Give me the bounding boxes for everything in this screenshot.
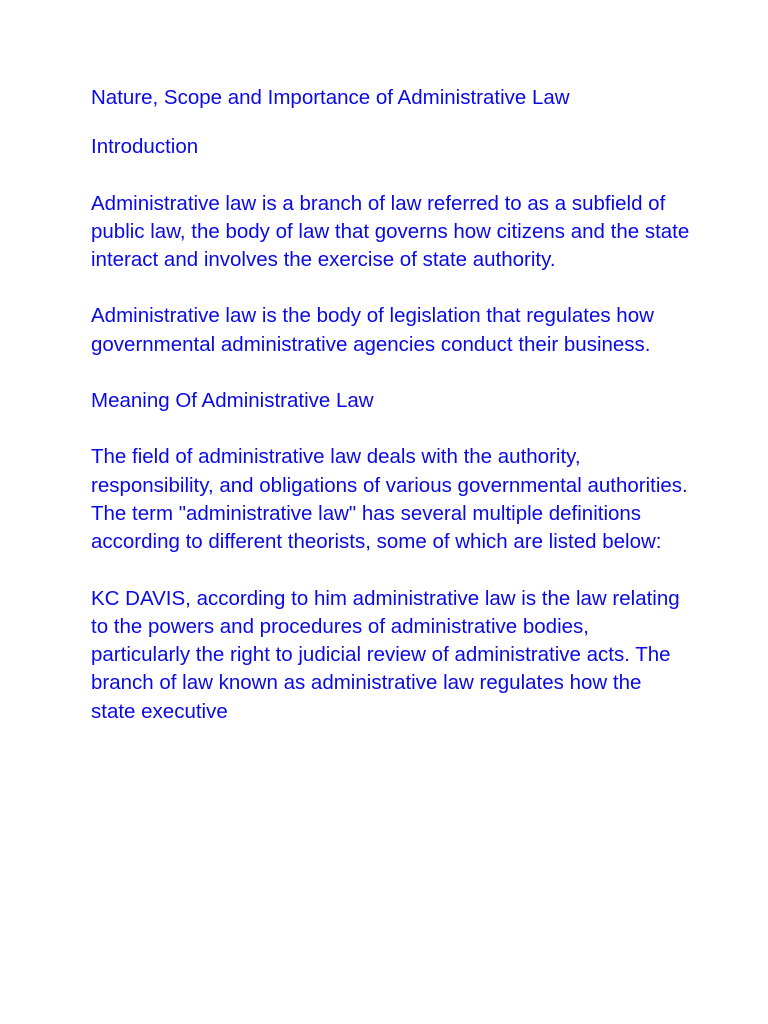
paragraph-3: The field of administrative law deals with the authority, responsibility, and obligations of various governmental authorities. The term "administrative law" has several multiple definitions according to different theorists, some of which are listed below: — [91, 445, 688, 554]
paragraph-2: Administrative law is the body of legislation that regulates how governmental administrative agencies conduct their business. — [91, 304, 654, 356]
document-body — [91, 84, 691, 754]
paragraph-4: KC DAVIS, according to him administrative law is the law relating to the powers and procedures of administrative bodies, particularly the right to judicial review of administrative acts. The branch of law known as administrative law regulates how the state executive — [91, 586, 680, 723]
section-heading-meaning: Meaning Of Administrative Law — [91, 389, 374, 413]
document-title: Nature, Scope and Importance of Administrative Law — [91, 86, 570, 109]
paragraph-1: Administrative law is a branch of law referred to as a subfield of public law, the body of law that governs how citizens and the state interact and involves the exercise of state authority. — [91, 191, 690, 272]
section-heading-introduction: Introduction — [91, 135, 199, 159]
